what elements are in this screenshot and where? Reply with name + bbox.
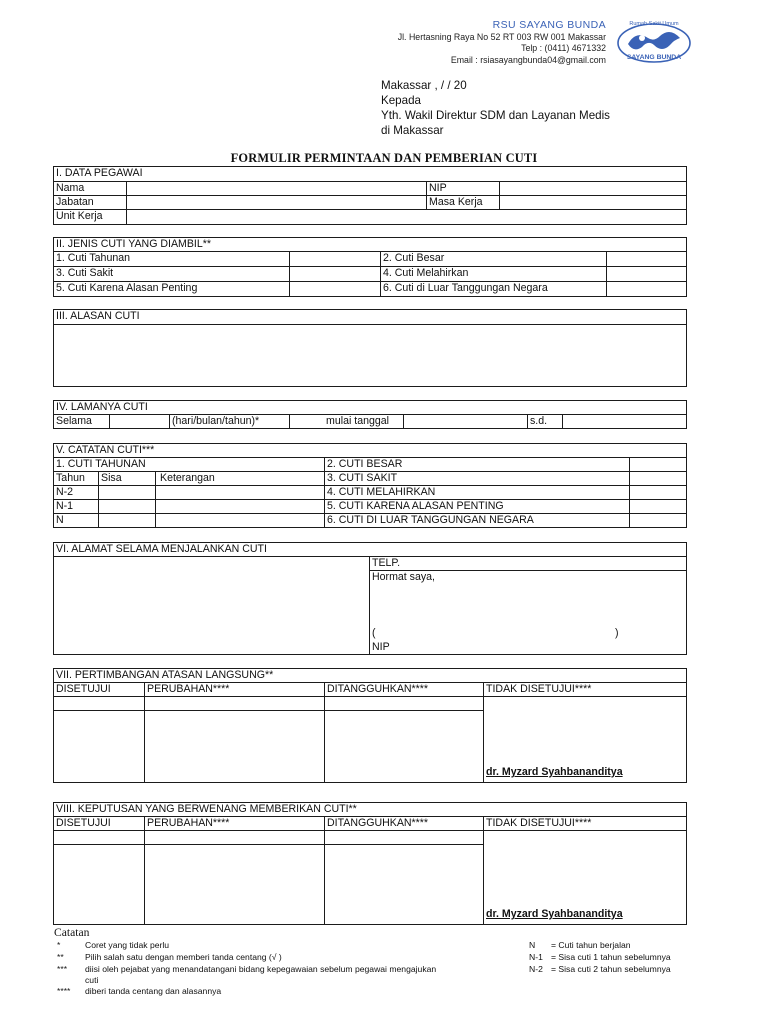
reason-perubahan[interactable] — [145, 711, 325, 783]
label-satuan: (hari/bulan/tahun)* — [170, 415, 290, 429]
label-cuti-tahunan: 1. CUTI TAHUNAN — [54, 458, 325, 472]
label-nip: NIP — [427, 182, 500, 196]
leave-record-label: 4. CUTI MELAHIRKAN — [325, 486, 630, 500]
leave-record-label: 2. CUTI BESAR — [325, 458, 630, 472]
leave-record-field[interactable] — [630, 486, 687, 500]
row-year-label: N — [54, 514, 99, 528]
col-sisa: Sisa — [99, 472, 156, 486]
section-heading: I. DATA PEGAWAI — [54, 167, 687, 182]
label-masa-kerja: Masa Kerja — [427, 196, 500, 210]
col-disetujui: DISETUJUI — [54, 683, 145, 697]
field-keterangan[interactable] — [156, 486, 325, 500]
form-title: FORMULIR PERMINTAAN DAN PEMBERIAN CUTI — [230, 151, 538, 165]
field-durasi[interactable] — [110, 415, 170, 429]
notes-title: Catatan — [54, 926, 90, 939]
section-heading: IV. LAMANYA CUTI — [54, 401, 687, 415]
leave-type-checkbox[interactable] — [607, 267, 687, 282]
location-line: di Makassar — [381, 124, 444, 137]
paren-open: ( — [372, 627, 376, 639]
label-unit-kerja: Unit Kerja — [54, 210, 127, 225]
hospital-phone: Telp : (0411) 4671332 — [521, 43, 606, 53]
place-date-line: Makassar , / / 20 — [381, 79, 467, 92]
leave-type-checkbox[interactable] — [290, 252, 381, 267]
section-heading: V. CATATAN CUTI*** — [54, 444, 687, 458]
section-heading: III. ALASAN CUTI — [54, 310, 687, 325]
signer-atasan: dr. Myzard Syahbananditya — [484, 711, 687, 783]
leave-type-checkbox[interactable] — [607, 252, 687, 267]
reason-perubahan[interactable] — [145, 845, 325, 925]
check-tidak-disetujui[interactable] — [484, 697, 687, 711]
col-tidak-disetujui: TIDAK DISETUJUI**** — [484, 817, 687, 831]
leave-type-checkbox[interactable] — [290, 282, 381, 297]
check-disetujui[interactable] — [54, 697, 145, 711]
field-sisa[interactable] — [99, 486, 156, 500]
col-tahun: Tahun — [54, 472, 99, 486]
leave-type-checkbox[interactable] — [290, 267, 381, 282]
label-hormat-saya: Hormat saya, — [372, 571, 435, 583]
col-perubahan: PERUBAHAN**** — [145, 683, 325, 697]
check-disetujui[interactable] — [54, 831, 145, 845]
section-alamat-cuti — [53, 542, 687, 655]
row-year-label: N-2 — [54, 486, 99, 500]
hospital-email: Email : rsiasayangbunda04@gmail.com — [450, 54, 606, 65]
leave-type-label: 4. Cuti Melahirkan — [381, 267, 607, 282]
section-heading: VII. PERTIMBANGAN ATASAN LANGSUNG** — [54, 669, 687, 683]
field-unit-kerja[interactable] — [127, 210, 687, 225]
field-alasan-cuti[interactable] — [54, 325, 687, 387]
field-sisa[interactable] — [99, 514, 156, 528]
logo-arc-text: Rumah Sakit Umum — [629, 21, 679, 27]
logo-wordmark: SAYANG BUNDA — [626, 54, 682, 61]
signature-box-pemohon[interactable] — [370, 571, 687, 655]
check-ditangguhkan[interactable] — [325, 697, 484, 711]
field-sisa[interactable] — [99, 500, 156, 514]
check-perubahan[interactable] — [145, 831, 325, 845]
field-keterangan[interactable] — [156, 500, 325, 514]
label-telp: TELP. — [370, 557, 687, 571]
leave-record-field[interactable] — [630, 514, 687, 528]
section-heading: VIII. KEPUTUSAN YANG BERWENANG MEMBERIKAN CUTI** — [54, 803, 687, 817]
col-disetujui: DISETUJUI — [54, 817, 145, 831]
section-catatan-cuti — [53, 443, 687, 528]
label-nama: Nama — [54, 182, 127, 196]
check-ditangguhkan[interactable] — [325, 831, 484, 845]
col-ditangguhkan: DITANGGUHKAN**** — [325, 683, 484, 697]
field-alamat-cuti[interactable] — [54, 557, 370, 655]
check-tidak-disetujui[interactable] — [484, 831, 687, 845]
section-alasan-cuti — [53, 309, 687, 387]
leave-record-field[interactable] — [630, 458, 687, 472]
note-item: ** Pilih salah satu dengan memberi tanda centang (√ ) — [57, 952, 282, 962]
section-jenis-cuti — [53, 237, 687, 297]
leave-record-field[interactable] — [630, 500, 687, 514]
note-item: **** diberi tanda centang dan alasannya — [57, 986, 222, 996]
col-perubahan: PERUBAHAN**** — [145, 817, 325, 831]
check-perubahan[interactable] — [145, 697, 325, 711]
col-tidak-disetujui: TIDAK DISETUJUI**** — [484, 683, 687, 697]
reason-ditangguhkan[interactable] — [325, 845, 484, 925]
field-keterangan[interactable] — [156, 514, 325, 528]
section-data-pegawai — [53, 166, 687, 225]
letter-address-block — [381, 78, 610, 138]
col-ditangguhkan: DITANGGUHKAN**** — [325, 817, 484, 831]
hospital-address: Jl. Hertasning Raya No 52 RT 003 RW 001 Makassar — [397, 31, 606, 42]
label-sd: s.d. — [528, 415, 563, 429]
reason-disetujui[interactable] — [54, 845, 145, 925]
to-line: Kepada — [381, 94, 421, 107]
letterhead — [300, 20, 606, 66]
leave-type-label: 1. Cuti Tahunan — [54, 252, 290, 267]
label-nip-pemohon: NIP — [372, 641, 390, 653]
signer-berwenang: dr. Myzard Syahbananditya — [484, 845, 687, 925]
field-mulai-tanggal[interactable] — [404, 415, 528, 429]
section-heading: II. JENIS CUTI YANG DIAMBIL** — [54, 238, 687, 252]
field-nip[interactable] — [500, 182, 687, 196]
label-jabatan: Jabatan — [54, 196, 127, 210]
col-keterangan: Keterangan — [156, 472, 325, 486]
leave-record-field[interactable] — [630, 472, 687, 486]
addressee-line: Yth. Wakil Direktur SDM dan Layanan Medis — [381, 109, 610, 122]
section-pertimbangan-atasan — [53, 668, 687, 783]
section-lamanya-cuti — [53, 400, 687, 429]
field-sampai-tanggal[interactable] — [563, 415, 687, 429]
leave-type-label: 2. Cuti Besar — [381, 252, 607, 267]
reason-ditangguhkan[interactable] — [325, 711, 484, 783]
section-heading: VI. ALAMAT SELAMA MENJALANKAN CUTI — [54, 543, 687, 557]
leave-type-label: 3. Cuti Sakit — [54, 267, 290, 282]
label-mulai-tanggal: mulai tanggal — [290, 415, 404, 429]
note-item: cuti — [85, 975, 99, 985]
legend-item: N-1 = Sisa cuti 1 tahun sebelumnya — [529, 952, 671, 962]
hospital-name: RSU SAYANG BUNDA — [492, 19, 606, 31]
note-item: * Coret yang tidak perlu — [57, 940, 170, 950]
leave-type-label: 6. Cuti di Luar Tanggungan Negara — [381, 282, 607, 297]
legend-item: N-2 = Sisa cuti 2 tahun sebelumnya — [529, 964, 671, 974]
paren-close: ) — [615, 627, 619, 639]
leave-record-label: 3. CUTI SAKIT — [325, 472, 630, 486]
note-item: *** diisi oleh pejabat yang menandatangani bidang kepegawaian sebelum pegawai mengajukan — [57, 964, 437, 974]
leave-record-label: 6. CUTI DI LUAR TANGGUNGAN NEGARA — [325, 514, 630, 528]
leave-type-checkbox[interactable] — [607, 282, 687, 297]
field-jabatan[interactable] — [127, 196, 427, 210]
legend-item: N = Cuti tahun berjalan — [529, 940, 631, 950]
reason-disetujui[interactable] — [54, 711, 145, 783]
leave-record-label: 5. CUTI KARENA ALASAN PENTING — [325, 500, 630, 514]
label-selama: Selama — [54, 415, 110, 429]
section-keputusan-berwenang — [53, 802, 687, 925]
field-masa-kerja[interactable] — [500, 196, 687, 210]
leave-type-label: 5. Cuti Karena Alasan Penting — [54, 282, 290, 297]
field-nama[interactable] — [127, 182, 427, 196]
row-year-label: N-1 — [54, 500, 99, 514]
hospital-logo-icon — [614, 16, 694, 66]
